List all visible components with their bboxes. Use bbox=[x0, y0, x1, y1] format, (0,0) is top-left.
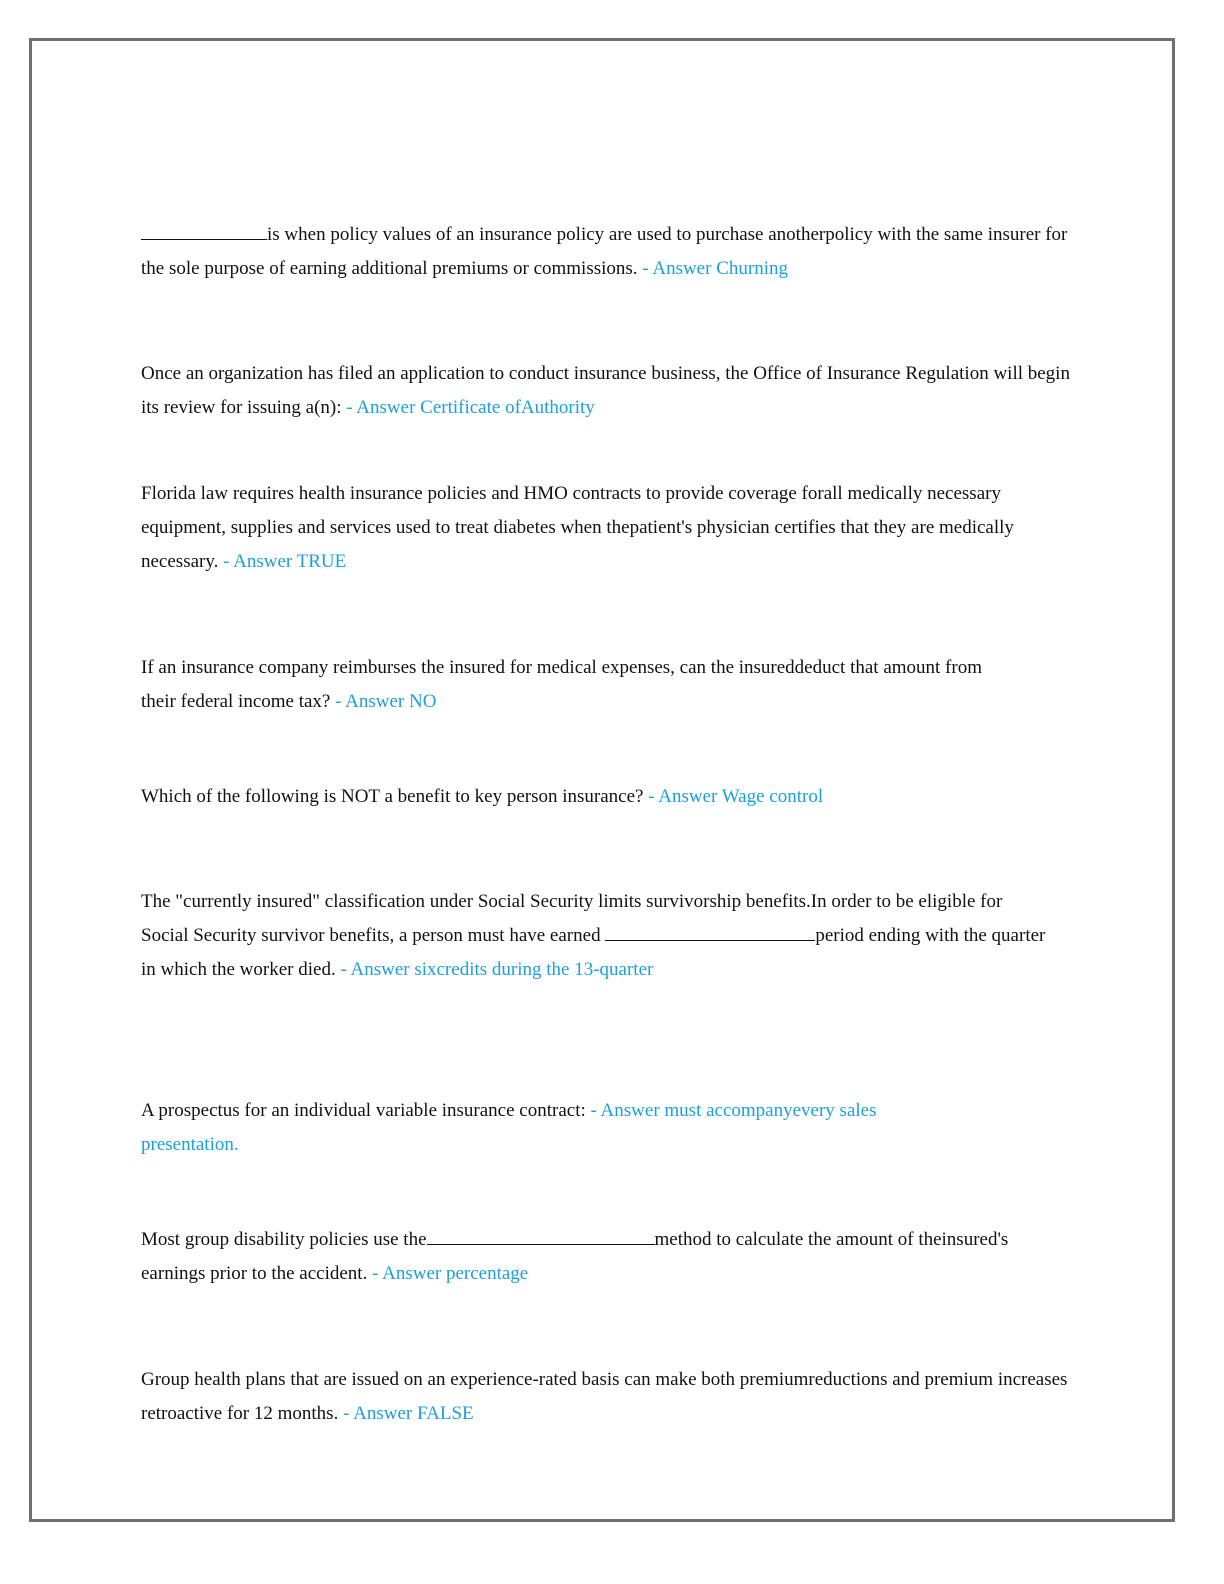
answer-text: - Answer TRUE bbox=[223, 551, 347, 572]
answer-text: - Answer NO bbox=[335, 691, 437, 712]
qa-item-7 bbox=[141, 1094, 941, 1162]
question-text: The "currently insured" classification under Social Security limits survivorship benefits.In order to be eligible for Social Security survivor benefits, a person must have earned bbox=[141, 891, 1003, 946]
question-text: Group health plans that are issued on an experience-rated basis can make both premiumreductions and premium increases retroactive for 12 months. bbox=[141, 1369, 1068, 1424]
question-text: Which of the following is NOT a benefit to key person insurance? bbox=[141, 786, 644, 807]
answer-text: - Answer Certificate ofAuthority bbox=[346, 397, 595, 418]
qa-item-1 bbox=[141, 218, 1076, 286]
fill-in-blank bbox=[427, 1229, 655, 1245]
qa-item-9 bbox=[141, 1363, 1076, 1431]
fill-in-blank bbox=[141, 224, 267, 240]
question-text-continued: method to calculate the amount of theinsured's earnings prior to the accident. bbox=[141, 1229, 1009, 1284]
qa-item-8 bbox=[141, 1223, 1076, 1291]
qa-item-4 bbox=[141, 651, 1021, 719]
answer-text: - Answer Wage control bbox=[648, 786, 824, 807]
answer-text: - Answer sixcredits during the 13-quarter bbox=[340, 959, 654, 980]
qa-item-3 bbox=[141, 477, 1076, 579]
question-text: Most group disability policies use the bbox=[141, 1229, 427, 1250]
fill-in-blank bbox=[605, 925, 815, 941]
question-text: A prospectus for an individual variable insurance contract: bbox=[141, 1100, 586, 1121]
answer-text: - Answer must accompanyevery sales presentation. bbox=[141, 1100, 877, 1155]
question-text: Once an organization has filed an application to conduct insurance business, the Office of Insurance Regulation will begin its review for issuing a(n): bbox=[141, 363, 1070, 418]
qa-item-5 bbox=[141, 780, 1076, 814]
answer-text: - Answer percentage bbox=[372, 1263, 529, 1284]
question-text: If an insurance company reimburses the insured for medical expenses, can the insureddeduct that amount from their federal income tax? bbox=[141, 657, 982, 712]
qa-item-6 bbox=[141, 885, 1051, 987]
qa-item-2 bbox=[141, 357, 1076, 425]
question-text-continued: period ending with the quarter in which the worker died. bbox=[141, 925, 1046, 980]
question-text: Florida law requires health insurance policies and HMO contracts to provide coverage forall medically necessary equipment, supplies and services used to treat diabetes when thepatient's physician certifies that they are medically necessary. bbox=[141, 483, 1014, 572]
answer-text: - Answer Churning bbox=[642, 258, 788, 279]
question-text: is when policy values of an insurance policy are used to purchase anotherpolicy with the same insurer for the sole purpose of earning additional premiums or commissions. bbox=[141, 224, 1068, 279]
answer-text: - Answer FALSE bbox=[343, 1403, 474, 1424]
